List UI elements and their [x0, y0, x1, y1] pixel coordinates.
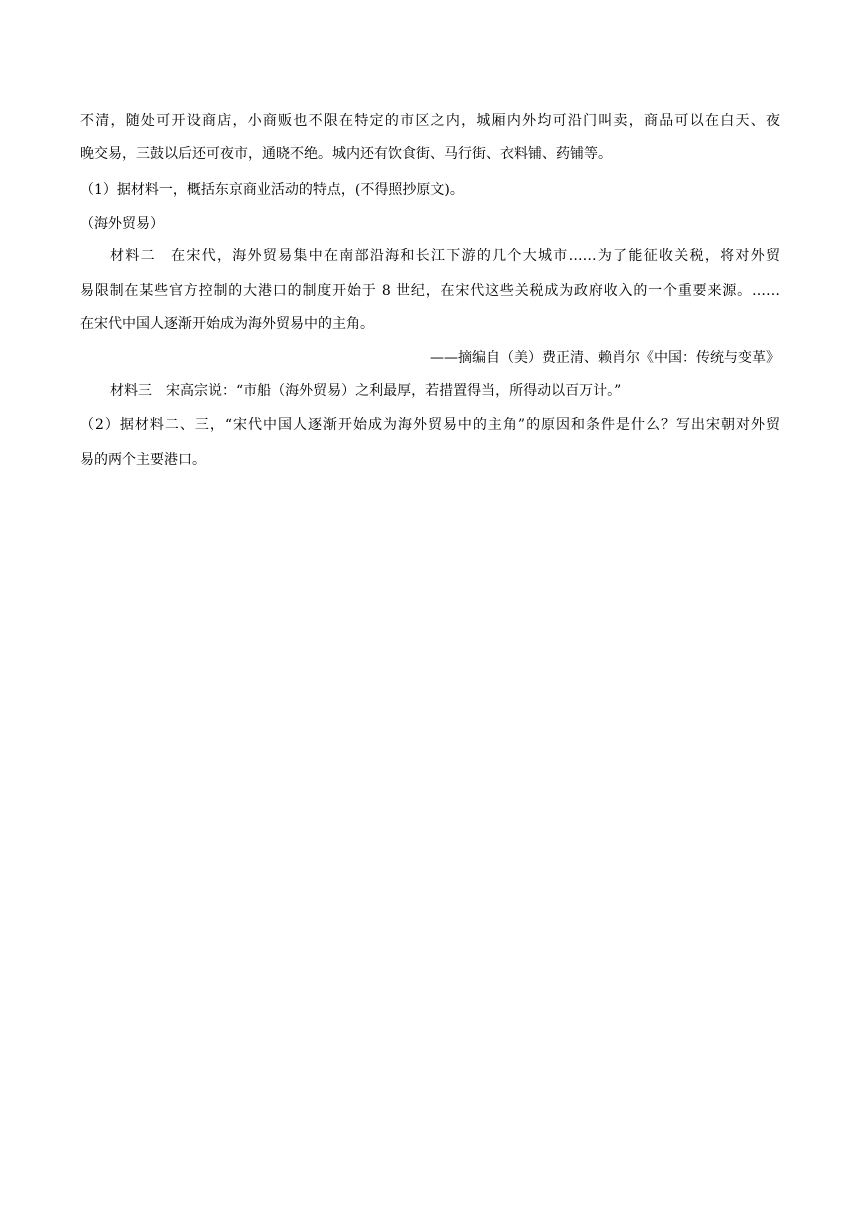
material-two-text-line-3: 在宋代中国人逐渐开始成为海外贸易中的主角。 [80, 316, 374, 332]
question-1: （1）据材料一，概括东京商业活动的特点，(不得照抄原文)。 [80, 182, 464, 198]
material-one-text-line-2: 晚交易，三鼓以后还可夜市，通晓不绝。城内还有饮食街、马行街、衣料铺、药铺等。 [80, 146, 612, 162]
question-2-line-1: （2）据材料二、三，“宋代中国人逐渐开始成为海外贸易中的主角”的原因和条件是什么？写出宋朝对外贸 [80, 417, 780, 433]
material-two-source: ——摘编自（美）费正清、赖肖尔《中国：传统与变革》 [430, 350, 780, 366]
material-one-text-line-1: 不清，随处可开设商店，小商贩也不限在特定的市区之内，城厢内外均可沿门叫卖，商品可以在白天、夜 [80, 113, 780, 129]
material-three-text: 材料三 宋高宗说：“市船（海外贸易）之利最厚，若措置得当，所得动以百万计。” [110, 383, 622, 399]
material-two-text-line-2: 易限制在某些官方控制的大港口的制度开始于 8 世纪，在宋代这些关税成为政府收入的一个重要来源。…… [80, 283, 780, 299]
section-heading-overseas-trade: （海外贸易） [80, 216, 164, 232]
material-two-text-line-1: 材料二 在宋代，海外贸易集中在南部沿海和长江下游的几个大城市……为了能征收关税，将对外贸 [110, 248, 780, 264]
question-2-line-2: 易的两个主要港口。 [80, 452, 206, 468]
